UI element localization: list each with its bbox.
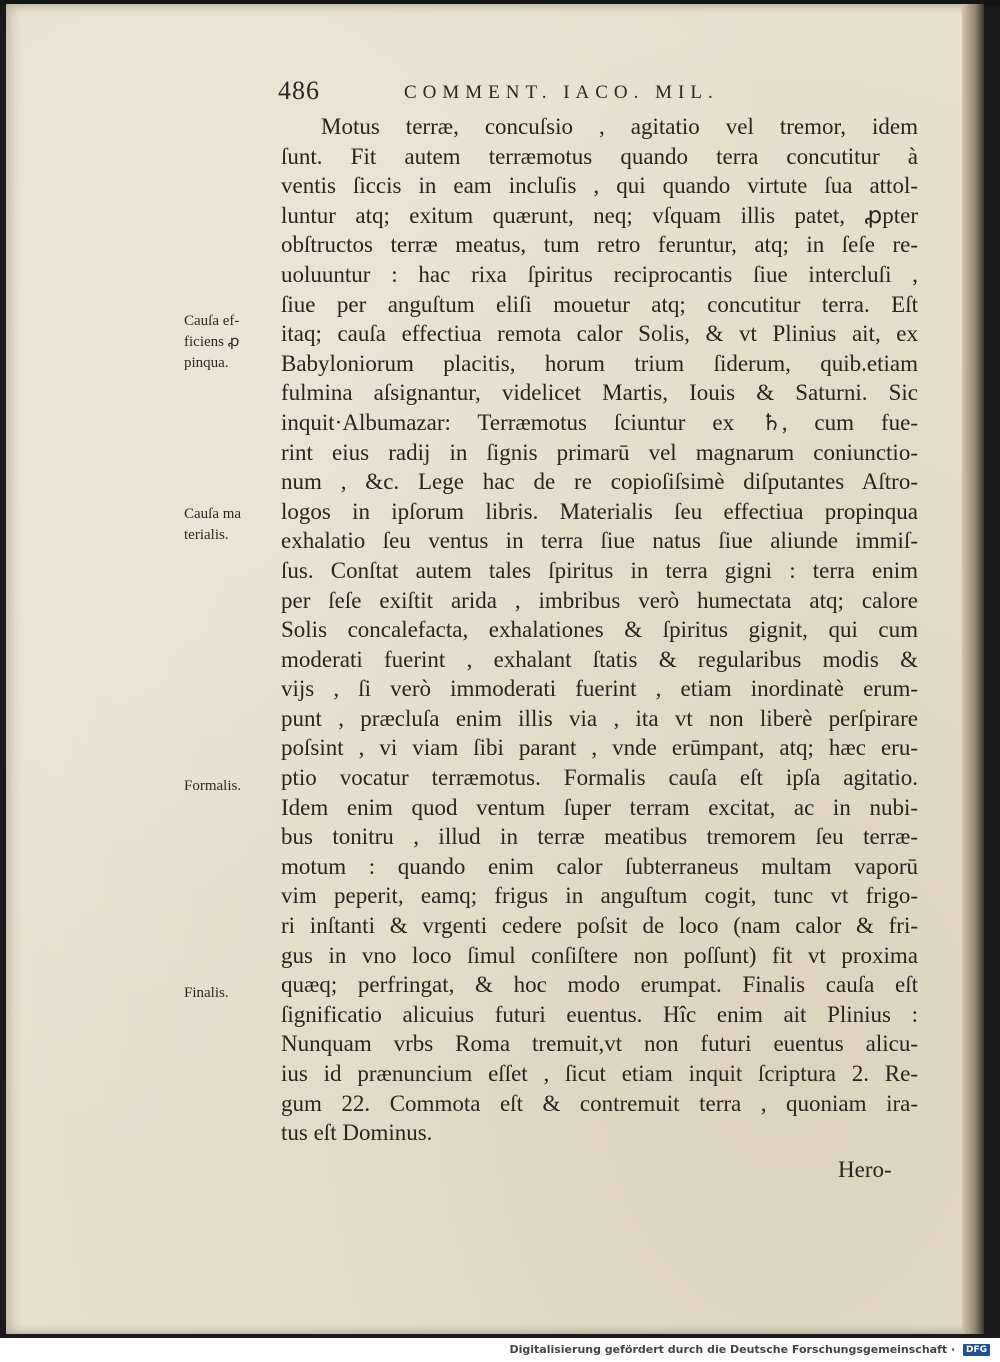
marginal-line: terialis. <box>184 527 229 543</box>
text-line: inquit·Albumazar: Terræmotus ſciuntur ex ♄, cum fue- <box>281 409 918 435</box>
text-line: Motus terræ, concuſsio , agitatio vel tremor, idem <box>321 114 918 139</box>
text-line: punt , præcluſa enim illis via , ita vt non liberè perſpirare <box>281 705 918 731</box>
text-line: ri inſtanti & vrgenti cedere poſsit de loco (nam calor & fri- <box>281 913 918 939</box>
funding-notice <box>509 1342 990 1358</box>
page-header <box>278 76 918 110</box>
marginal-line: Cauſa ma <box>184 506 242 522</box>
marginal-line: pinqua. <box>184 355 229 371</box>
marginal-note-formalis <box>184 776 276 797</box>
text-line: ſunt. Fit autem terræmotus quando terra concutitur à <box>281 143 918 169</box>
text-line: moderati fuerint , exhalant ſtatis & regularibus modis & <box>281 646 918 672</box>
text-line: luntur atq; exitum quærunt, neq; vſquam illis patet, ꝓpter <box>281 202 918 228</box>
marginal-line: ficiens ꝓ <box>184 334 240 350</box>
text-line: Babyloniorum placitis, horum trium ſiderum, quib.etiam <box>281 350 918 376</box>
marginal-line: Finalis. <box>184 985 229 1001</box>
text-line: ſignificatio alicuius futuri euentus. Hîc enim ait Plinius : <box>281 1001 918 1027</box>
marginal-line: Formalis. <box>184 778 242 794</box>
text-line: fulmina aſsignantur, videlicet Martis, Iouis & Saturni. Sic <box>281 380 918 406</box>
funding-text: Digitalisierung gefördert durch die Deutsche Forschungsgemeinschaft · <box>509 1343 956 1356</box>
dfg-logo-icon: DFG <box>963 1344 990 1356</box>
text-line: rint eius radij in ſignis primarū vel magnarum coniunctio- <box>281 439 918 465</box>
digitization-footer <box>0 1338 1000 1362</box>
text-line: ſiue per anguſtum eliſi mouetur atq; concutitur terra. Eſt <box>281 291 918 317</box>
text-line: vim peperit, eamq; frigus in anguſtum cogit, tunc vt frigo- <box>281 883 918 909</box>
running-head: COMMENT. IACO. MIL. <box>404 82 719 103</box>
text-line: gum 22. Commota eſt & contremuit terra , quoniam ira- <box>281 1090 918 1116</box>
text-line: num , &c. Lege hac de re copioſiſsimè diſputantes Aſtro- <box>281 469 918 495</box>
text-line: tus eſt Dominus. <box>281 1120 433 1146</box>
main-text-block <box>281 112 918 1148</box>
catchword: Hero- <box>838 1157 892 1182</box>
text-line: logos in ipſorum libris. Materialis ſeu effectiua propinqua <box>281 498 918 524</box>
text-line: bus tonitru , illud in terræ meatibus tremorem ſeu terræ- <box>281 824 918 850</box>
text-line: itaq; cauſa effectiua remota calor Solis, & vt Plinius ait, ex <box>281 321 918 347</box>
text-line: vijs , ſi verò immoderati fuerint , etiam inordinatè erum- <box>281 676 918 702</box>
text-line: Solis concalefacta, exhalationes & ſpiritus gignit, qui cum <box>281 617 918 643</box>
marginal-line: Cauſa ef- <box>184 313 240 329</box>
page-gutter-edge <box>962 4 984 1334</box>
text-line: ptio vocatur terræmotus. Formalis cauſa eſt ipſa agitatio. <box>281 765 918 791</box>
text-line: gus in vno loco ſimul conſiſtere non poſſunt) fit vt proxima <box>281 942 918 968</box>
text-line: uoluuntur : hac rixa ſpiritus reciprocantis ſiue intercluſi , <box>281 261 918 287</box>
marginal-note-finalis <box>184 983 276 1004</box>
text-line: quæq; perfringat, & hoc modo erumpat. Finalis cauſa eſt <box>281 972 918 998</box>
text-line: per ſeſe exiſtit arida , imbribus verò humectata atq; calore <box>281 587 918 613</box>
marginal-note-causa-materialis <box>184 504 276 546</box>
text-line: obſtructos terræ meatus, tum retro feruntur, atq; in ſeſe re- <box>281 232 918 258</box>
text-line: poſsint , vi viam ſibi parant , vnde erūmpant, atq; hæc eru- <box>281 735 918 761</box>
text-line: ſus. Conſtat autem tales ſpiritus in terra gigni : terra enim <box>281 557 918 583</box>
text-line: motum : quando enim calor ſubterraneus multam vaporū <box>281 853 918 879</box>
text-line: ius id prænuncium eſſet , ſicut etiam inquit ſcriptura 2. Re- <box>281 1061 918 1086</box>
marginal-note-causa-efficiens <box>184 311 276 374</box>
text-line: ventis ſiccis in eam incluſis , qui quando virtute ſua attol- <box>281 173 918 199</box>
text-line: Idem enim quod ventum ſuper terram excitat, ac in nubi- <box>281 794 918 820</box>
page-number: 486 <box>278 76 320 105</box>
text-line: exhalatio ſeu ventus in terra ſiue natus ſiue aliunde immiſ- <box>281 528 918 554</box>
text-line: Nunquam vrbs Roma tremuit,vt non futuri euentus alicu- <box>281 1031 918 1057</box>
